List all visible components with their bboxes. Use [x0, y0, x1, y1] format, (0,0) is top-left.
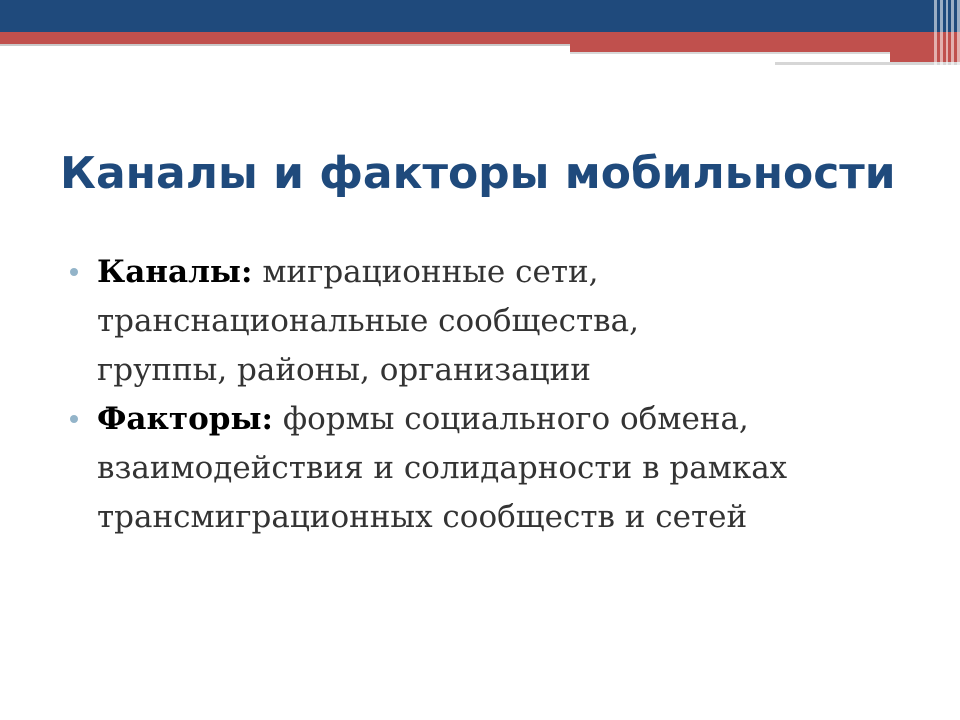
- bullet-item-channels: [70, 248, 910, 395]
- bullet-line: [97, 395, 910, 444]
- header-stripes: [934, 0, 960, 66]
- header-step-red: [570, 44, 960, 52]
- bullet-list: [70, 248, 910, 542]
- header-step-line-lower: [775, 62, 960, 65]
- bullet-line: трансмиграционных сообществ и сетей: [97, 499, 748, 535]
- header-stripe: [946, 0, 949, 66]
- bullet-item-factors: [70, 395, 910, 542]
- slide-title: Каналы и факторы мобильности: [60, 148, 896, 199]
- header-stripe: [940, 0, 943, 66]
- bullet-term: Каналы:: [97, 254, 253, 290]
- bullet-line: [97, 248, 910, 297]
- bullet-text: миграционные сети,: [262, 254, 599, 290]
- header-band-blue: [0, 0, 960, 32]
- header-stripe: [951, 0, 954, 66]
- bullet-dot-icon: [70, 415, 78, 423]
- bullet-dot-icon: [70, 268, 78, 276]
- header-stripe: [934, 0, 937, 66]
- bullet-line: взаимодействия и солидарности в рамках: [97, 450, 788, 486]
- bullet-text: формы социального обмена,: [282, 401, 749, 437]
- header-band-red: [0, 32, 960, 44]
- bullet-line: транснациональные сообщества,: [97, 303, 639, 339]
- bullet-line: группы, районы, организации: [97, 352, 591, 388]
- bullet-term: Факторы:: [97, 401, 273, 437]
